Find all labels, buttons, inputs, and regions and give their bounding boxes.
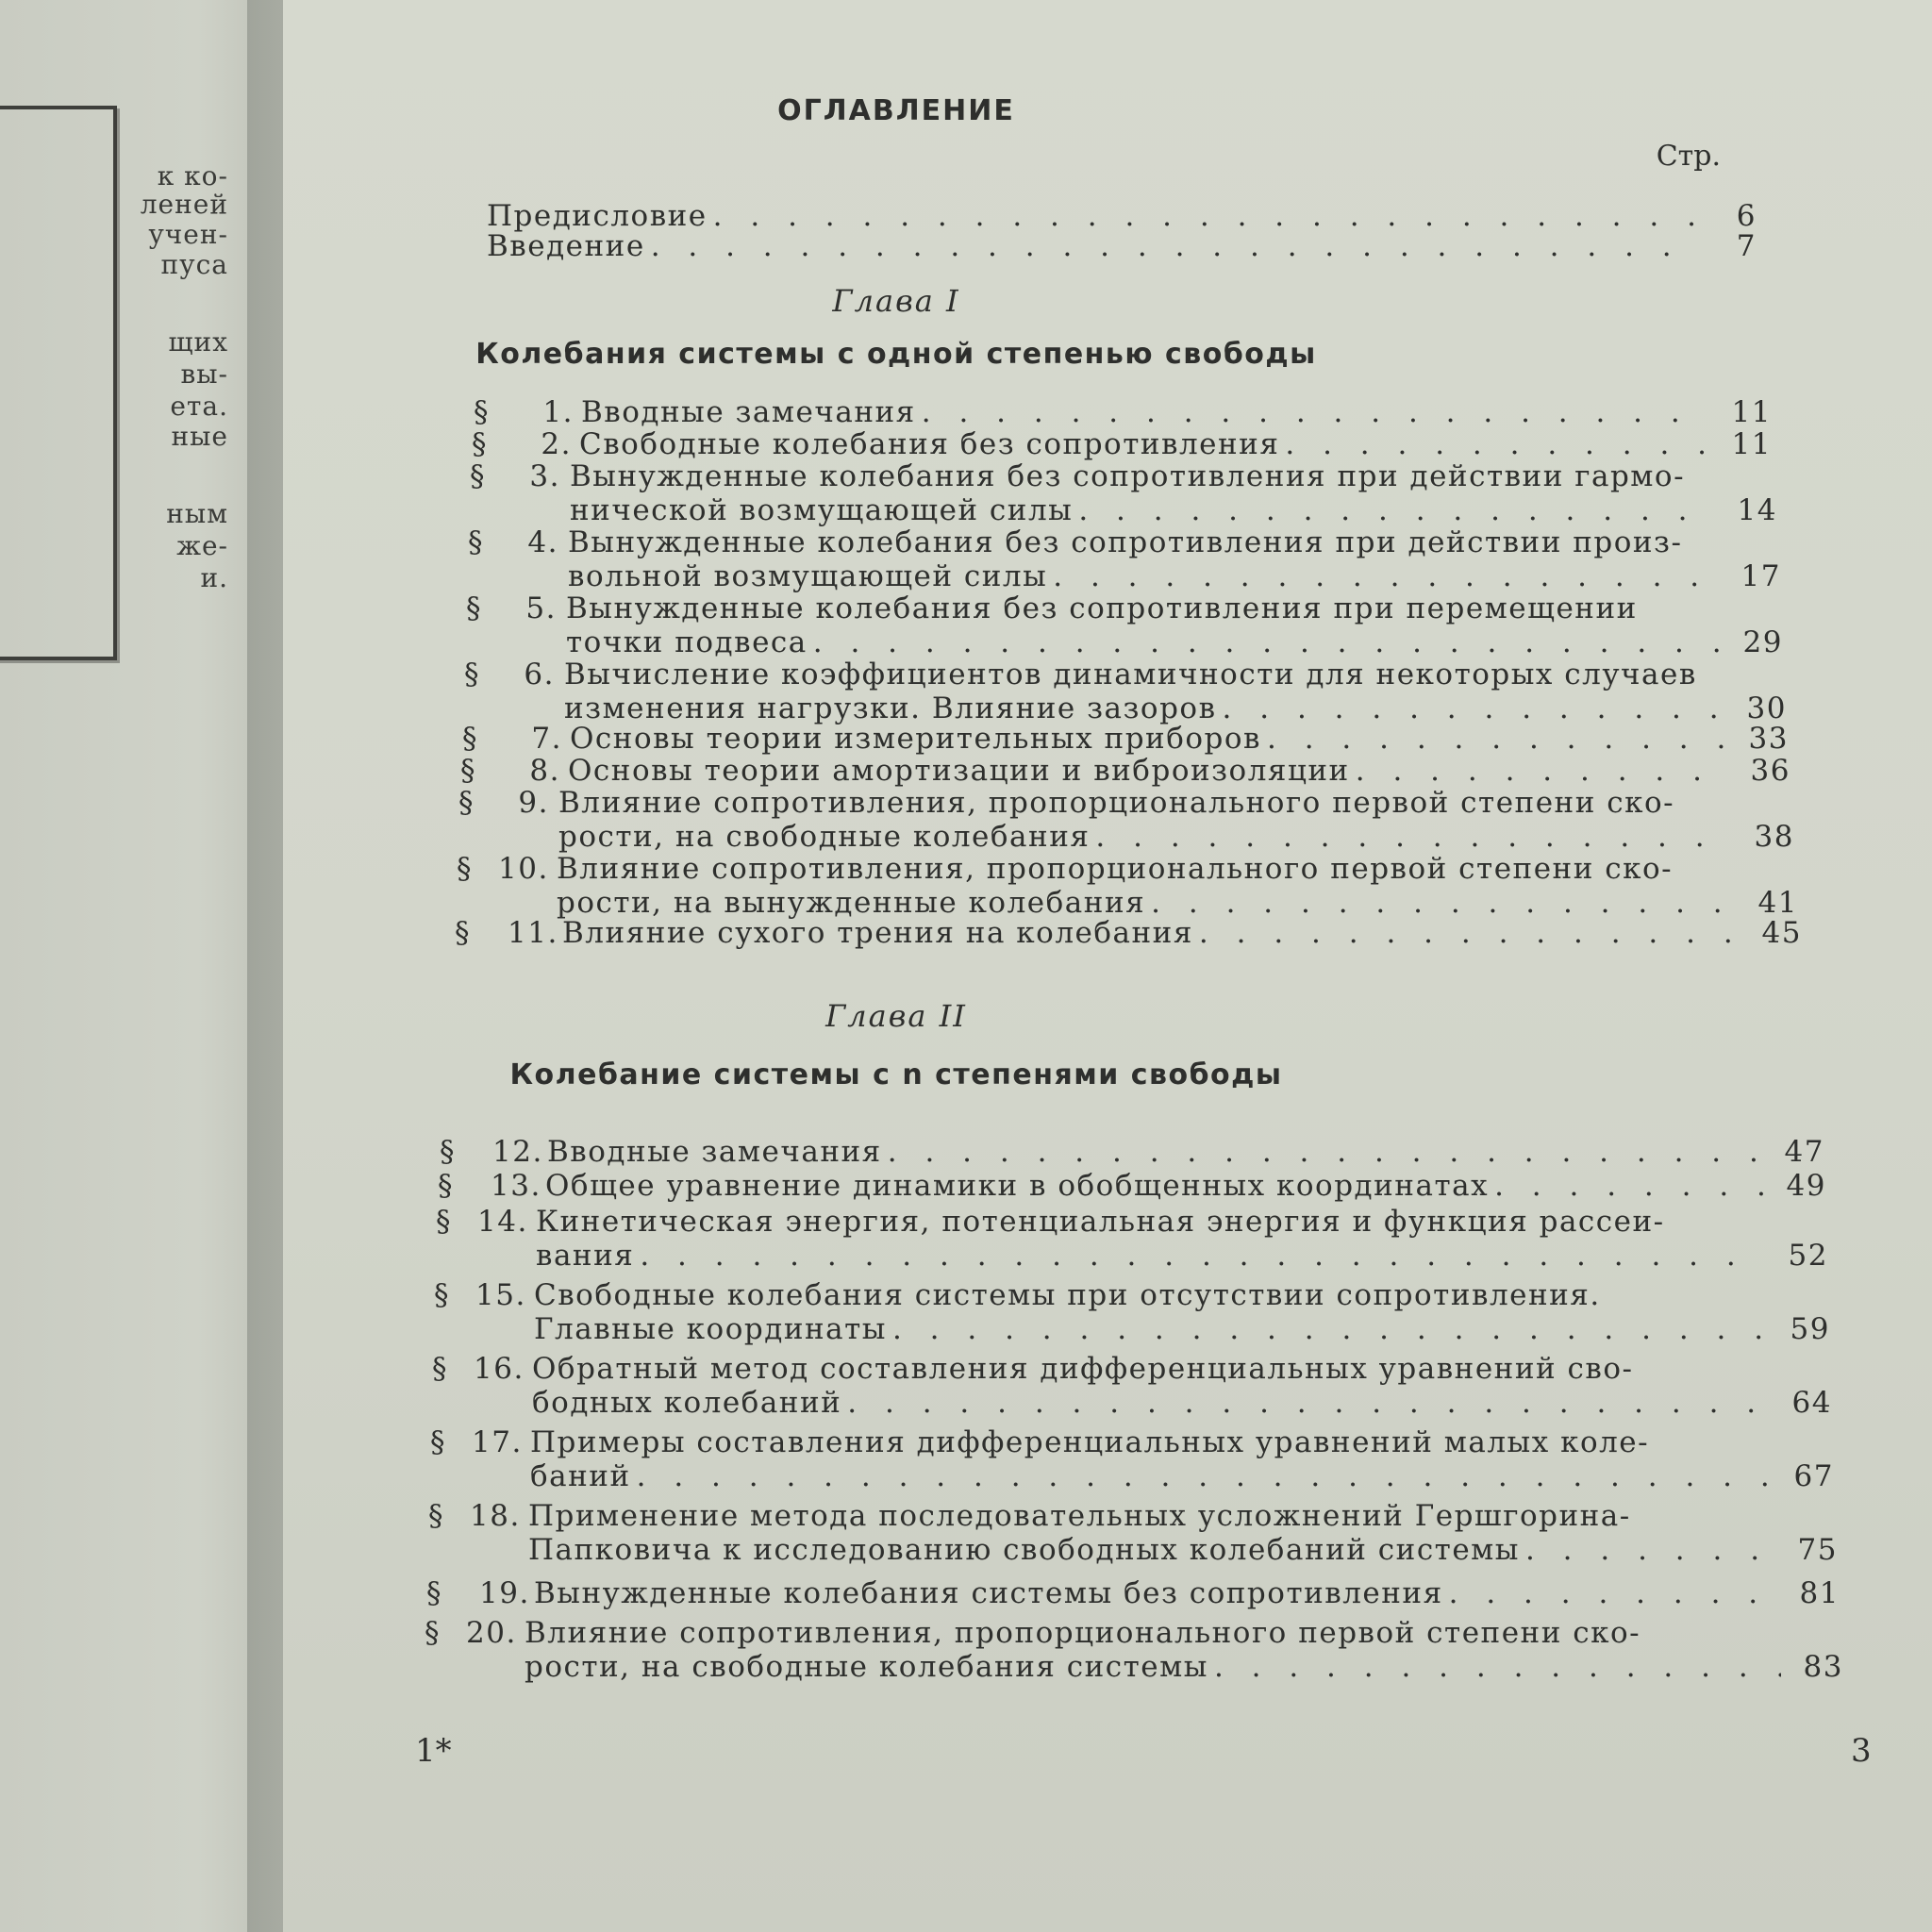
- left-page-fragment: к ко-: [157, 160, 228, 192]
- entry-title-line: баний: [530, 1459, 631, 1493]
- entry-title-line: Свободные колебания системы при отсутствии сопротивления. § 15.: [434, 1278, 1601, 1312]
- chapter-title: Колебание системы с n степенями свободы: [509, 1058, 1283, 1091]
- entry-number: 13.: [491, 1169, 541, 1203]
- left-page-fragment: и.: [200, 562, 228, 593]
- entry-title-line: бодных колебаний: [532, 1386, 842, 1420]
- entry-title: Свободные колебания без сопротивления: [579, 427, 1280, 461]
- toc-entry: [536, 1238, 1828, 1274]
- entry-number: 16.: [474, 1352, 525, 1386]
- entry-title-line: вания: [536, 1239, 635, 1273]
- entry-page: 14: [1737, 493, 1777, 527]
- leader-dots: [651, 228, 1694, 264]
- toc-entry: [525, 1649, 1843, 1685]
- toc-entry: [426, 1575, 1840, 1611]
- entry-page: 75: [1797, 1533, 1838, 1567]
- entry-title-line: Вычисление коэффициентов динамичности для некоторых случаев § 6.: [464, 658, 1697, 691]
- entry-page: 30: [1746, 691, 1787, 725]
- section-sign: §: [468, 525, 484, 559]
- entry-page: 11: [1731, 427, 1772, 461]
- toc-entry: [532, 1385, 1832, 1421]
- section-sign: §: [434, 1278, 450, 1312]
- entry-number: 3.: [529, 459, 560, 493]
- entry-page: 47: [1784, 1135, 1824, 1169]
- entry-title: Основы теории измерительных приборов: [570, 722, 1261, 756]
- left-page-fragment: ным: [166, 498, 228, 529]
- entry-page: 41: [1757, 886, 1798, 920]
- toc-entry: [472, 426, 1772, 462]
- section-sign: §: [438, 1169, 454, 1203]
- section-sign: §: [436, 1205, 452, 1239]
- entry-title-line: рости, на свободные колебания системы: [525, 1650, 1208, 1684]
- entry-title-line: точки подвеса: [566, 625, 808, 659]
- left-page-fragment: леней: [140, 189, 228, 220]
- entry-number: 6.: [524, 658, 555, 691]
- entry-page: 52: [1788, 1239, 1828, 1273]
- chapter-label: Глава I: [832, 283, 960, 319]
- entry-title: Предисловие: [487, 199, 708, 233]
- section-sign: §: [458, 786, 475, 820]
- toc-entry: [528, 1532, 1838, 1568]
- left-page-fragment: учен-: [148, 219, 228, 250]
- entry-title-line: рости, на вынужденные колебания: [557, 886, 1146, 920]
- entry-page: 81: [1799, 1576, 1840, 1610]
- toc-entry: [530, 1458, 1834, 1494]
- entry-number: 17.: [472, 1425, 523, 1459]
- entry-page: 33: [1748, 722, 1789, 756]
- entry-title: Вводные замечания: [581, 395, 916, 429]
- leader-dots: [1214, 1649, 1781, 1685]
- entry-number: 19.: [479, 1576, 530, 1610]
- section-sign: §: [472, 427, 488, 461]
- toc-entry: [534, 1311, 1830, 1347]
- entry-title: Вводные замечания: [547, 1135, 882, 1169]
- entry-title: Общее уравнение динамики в обобщенных координатах: [545, 1169, 1490, 1203]
- entry-title-line: изменения нагрузки. Влияние зазоров: [564, 691, 1217, 725]
- section-sign: §: [432, 1352, 448, 1386]
- entry-number: 18.: [470, 1499, 521, 1533]
- entry-title-line: нической возмущающей силы: [570, 493, 1074, 527]
- leader-dots: [1285, 426, 1709, 462]
- section-sign: §: [440, 1135, 456, 1169]
- section-sign: §: [430, 1425, 446, 1459]
- section-sign: §: [466, 591, 482, 625]
- entry-number: 15.: [475, 1278, 526, 1312]
- leader-dots: [847, 1385, 1770, 1421]
- section-sign: §: [455, 916, 471, 950]
- toc-entry: [455, 915, 1802, 951]
- leader-dots: [1078, 492, 1715, 528]
- entry-page: 83: [1803, 1650, 1843, 1684]
- entry-number: 5.: [525, 591, 557, 625]
- page-column-label: Стр.: [1656, 140, 1721, 173]
- entry-title-line: Вынужденные колебания без сопротивления при действии произ- § 4.: [468, 525, 1683, 559]
- entry-number: 7.: [531, 722, 562, 756]
- section-sign: §: [462, 722, 478, 756]
- entry-page: 36: [1750, 754, 1790, 788]
- entry-page: 11: [1731, 395, 1772, 429]
- toc-entry: [568, 558, 1781, 594]
- leader-dots: [813, 625, 1721, 660]
- leader-dots: [1525, 1532, 1775, 1568]
- entry-title-line: Влияние сопротивления, пропорционального первой степени ско- § 20.: [425, 1616, 1641, 1650]
- entry-page: 6: [1736, 199, 1757, 233]
- entry-title: Вынужденные колебания системы без сопротивления: [534, 1576, 1443, 1610]
- entry-page: 64: [1791, 1386, 1832, 1420]
- section-sign: §: [470, 459, 486, 493]
- entry-page: 49: [1786, 1169, 1826, 1203]
- entry-page: 38: [1754, 820, 1794, 854]
- entry-title-line: вольной возмущающей силы: [568, 559, 1048, 593]
- entry-title-line: Кинетическая энергия, потенциальная энергия и функция рассеи- § 14.: [436, 1205, 1665, 1239]
- leader-dots: [1356, 753, 1728, 789]
- entry-title-line: рости, на свободные колебания: [558, 820, 1091, 854]
- signature-mark: 1*: [415, 1732, 452, 1770]
- entry-title-line: Папковича к исследованию свободных колебаний системы: [528, 1533, 1520, 1567]
- chapter-title: Колебания системы с одной степенью свободы: [475, 338, 1317, 371]
- entry-number: 20.: [466, 1616, 517, 1650]
- entry-number: 10.: [498, 852, 549, 886]
- entry-title-line: Влияние сопротивления, пропорционального первой степени ско- § 10.: [457, 852, 1674, 886]
- entry-number: 12.: [492, 1135, 543, 1169]
- chapter-label: Глава II: [825, 998, 967, 1034]
- page-number: 3: [1851, 1732, 1872, 1770]
- leader-dots: [888, 1134, 1762, 1170]
- section-sign: §: [474, 395, 490, 429]
- toc-entry: [460, 753, 1790, 789]
- entry-page: 67: [1793, 1459, 1834, 1493]
- entry-page: 17: [1740, 559, 1781, 593]
- entry-title: Основы теории амортизации и виброизоляции: [568, 754, 1350, 788]
- toc-entry: [570, 492, 1777, 528]
- leader-dots: [1199, 915, 1740, 951]
- entry-number: 2.: [541, 427, 572, 461]
- entry-number: 14.: [477, 1205, 528, 1239]
- leader-dots: [637, 1458, 1772, 1494]
- leader-dots: [1095, 819, 1732, 855]
- left-page-fragment: же-: [176, 530, 228, 561]
- section-sign: §: [426, 1576, 442, 1610]
- entry-number: 9.: [518, 786, 549, 820]
- toc-entry: [440, 1134, 1824, 1170]
- section-sign: §: [425, 1616, 441, 1650]
- leader-dots: [922, 394, 1709, 430]
- entry-title: Введение: [487, 229, 645, 263]
- leader-dots: [892, 1311, 1768, 1347]
- entry-page: 7: [1736, 229, 1757, 263]
- section-sign: §: [428, 1499, 444, 1533]
- left-page-fragment: пуса: [160, 249, 228, 280]
- entry-title-line: Применение метода последовательных усложнений Гершгорина- § 18.: [428, 1499, 1631, 1533]
- left-page-fragment: ета.: [170, 391, 228, 422]
- left-page-fragment: вы-: [180, 358, 228, 390]
- entry-number: 1.: [542, 395, 574, 429]
- left-page-fragment: ные: [171, 421, 228, 452]
- entry-page: 45: [1761, 916, 1802, 950]
- leader-dots: [1053, 558, 1719, 594]
- entry-number: 4.: [527, 525, 558, 559]
- entry-title: Влияние сухого трения на колебания: [562, 916, 1193, 950]
- toc-entry: [487, 228, 1757, 264]
- leader-dots: [1449, 1575, 1777, 1611]
- contents-title: ОГЛАВЛЕНИЕ: [777, 94, 1015, 127]
- entry-number: 8.: [529, 754, 560, 788]
- left-text-frame: [0, 106, 117, 660]
- left-page-fragment: щих: [168, 326, 228, 358]
- entry-title-line: Примеры составления дифференциальных уравнений малых коле- § 17.: [430, 1425, 1650, 1459]
- toc-entry: [438, 1168, 1826, 1204]
- entry-title-line: Вынужденные колебания без сопротивления при перемещении § 5.: [466, 591, 1638, 625]
- toc-entry: [474, 394, 1772, 430]
- toc-entry: [462, 721, 1789, 757]
- entry-page: 59: [1790, 1312, 1830, 1346]
- leader-dots: [1494, 1168, 1764, 1204]
- leader-dots: [640, 1238, 1766, 1274]
- entry-page: 29: [1742, 625, 1783, 659]
- entry-title-line: Обратный метод составления дифференциальных уравнений сво- § 16.: [432, 1352, 1634, 1386]
- entry-title-line: Главные координаты: [534, 1312, 887, 1346]
- toc-entry: [558, 819, 1794, 855]
- section-sign: §: [464, 658, 480, 691]
- entry-title-line: Вынужденные колебания без сопротивления при действии гармо- § 3.: [470, 459, 1686, 493]
- toc-entry: [566, 625, 1783, 660]
- leader-dots: [1267, 721, 1726, 757]
- entry-title-line: Влияние сопротивления, пропорционального первой степени ско- § 9.: [458, 786, 1675, 820]
- entry-number: 11.: [508, 916, 558, 950]
- section-sign: §: [457, 852, 473, 886]
- section-sign: §: [460, 754, 476, 788]
